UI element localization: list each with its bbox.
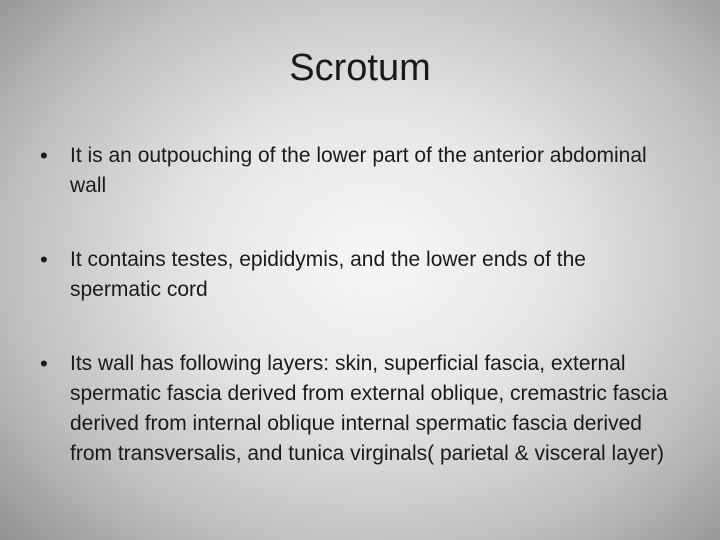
bullet-text: It is an outpouching of the lower part of the anterior abdominal wall: [70, 144, 647, 197]
bullet-icon: •: [40, 247, 48, 272]
bullet-icon: •: [40, 143, 48, 168]
bullet-text: Its wall has following layers: skin, superficial fascia, external spermatic fascia derived from external oblique, cremastric fascia derived from internal oblique internal spermatic fascia derived from transversalis, and tunica virginals( parietal & visceral layer): [70, 352, 668, 465]
bullet-item: [40, 349, 680, 469]
slide-title: Scrotum: [289, 47, 431, 89]
bullet-item: [40, 245, 680, 305]
bullet-icon: •: [40, 351, 48, 376]
bullet-item: [40, 141, 680, 201]
bullet-text: It contains testes, epididymis, and the lower ends of the spermatic cord: [70, 248, 586, 301]
